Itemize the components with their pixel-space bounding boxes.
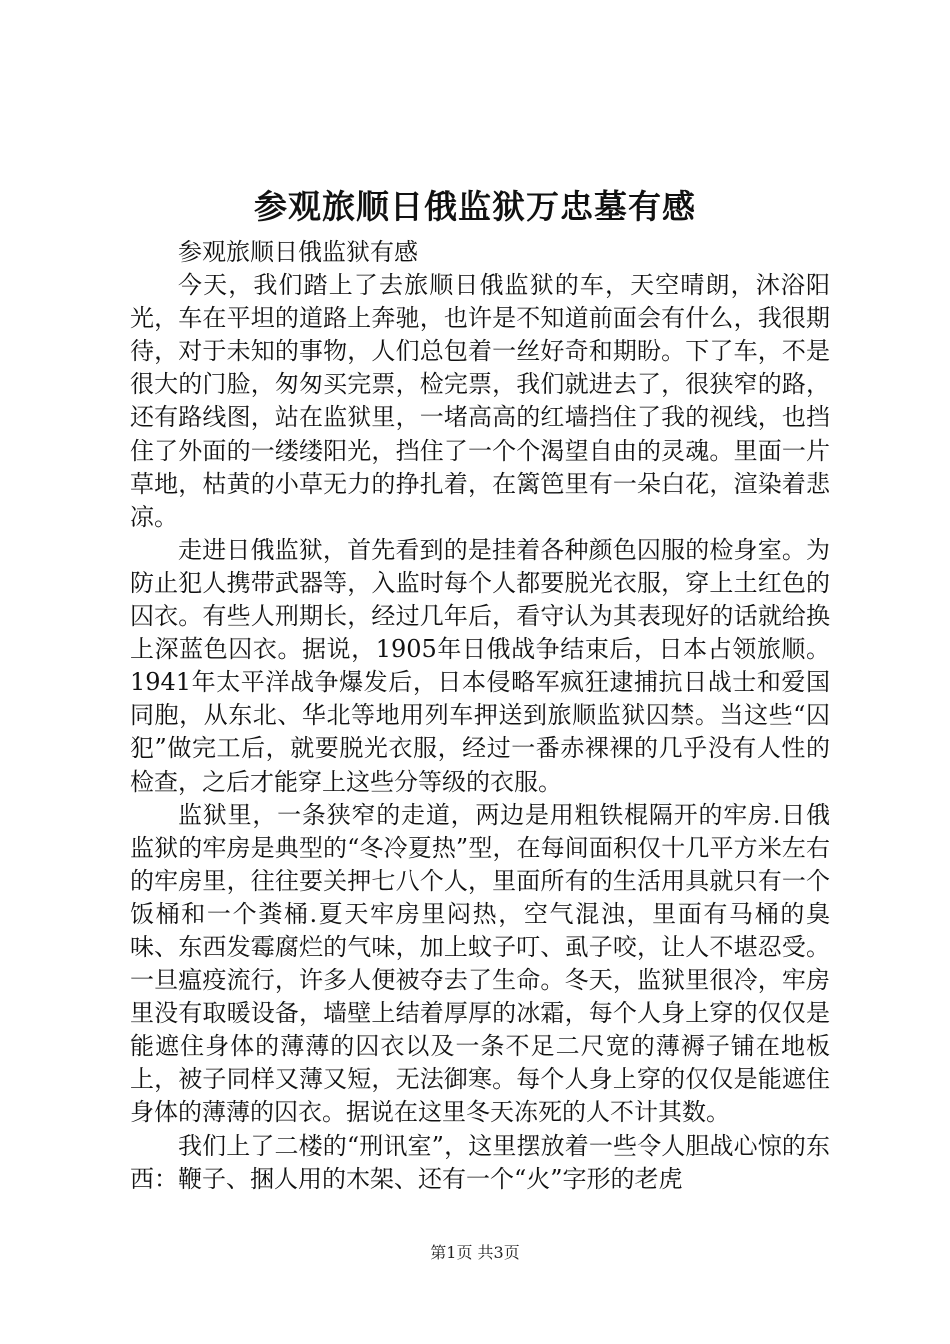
paragraph-3: 监狱里，一条狭窄的走道，两边是用粗铁棍隔开的牢房.日俄监狱的牢房是典型的“冬冷夏热”型，在每间面积仅十几平方米左右的牢房里，往往要关押七八个人，里面所有的生活用具就只有一个饭桶和一个粪桶.夏天牢房里闷热，空气混浊，里面有马桶的臭味、东西发霉腐烂的气味，加上蚊子叮、虱子咬，让人不堪忍受。一旦瘟疫流行，许多人便被夺去了生命。冬天，监狱里很冷，牢房里没有取暖设备，墙壁上结着厚厚的冰霜，每个人身上穿的仅仅是能遮住身体的薄薄的囚衣以及一条不足二尺宽的薄褥子铺在地板上，被子同样又薄又短，无法御寒。每个人身上穿的仅仅是能遮住身体的薄薄的囚衣。据说在这里冬天冻死的人不计其数。	[130, 800, 830, 1127]
document-title: 参观旅顺日俄监狱万忠墓有感	[254, 187, 696, 226]
page-footer: 第1页 共3页	[430, 1243, 520, 1262]
document-body	[130, 236, 830, 1196]
paragraph-4: 我们上了二楼的“刑讯室”，这里摆放着一些令人胆战心惊的东西：鞭子、捆人用的木架、还有一个“火”字形的老虎	[130, 1131, 830, 1193]
subheading: 参观旅顺日俄监狱有感	[178, 238, 418, 266]
paragraph-1: 今天，我们踏上了去旅顺日俄监狱的车，天空晴朗，沐浴阳光，车在平坦的道路上奔驰，也许是不知道前面会有什么，我很期待，对于未知的事物，人们总包着一丝好奇和期盼。下了车，不是很大的门脸，匆匆买完票，检完票，我们就进去了，很狭窄的路，还有路线图，站在监狱里，一堵高高的红墙挡住了我的视线，也挡住了外面的一缕缕阳光，挡住了一个个渴望自由的灵魂。里面一片草地，枯黄的小草无力的挣扎着，在篱笆里有一朵白花，渲染着悲凉。	[130, 271, 830, 531]
paragraph-2: 走进日俄监狱，首先看到的是挂着各种颜色囚服的检身室。为防止犯人携带武器等，入监时每个人都要脱光衣服，穿上土红色的囚衣。有些人刑期长，经过几年后，看守认为其表现好的话就给换上深蓝色囚衣。据说，1905年日俄战争结束后，日本占领旅顺。1941年太平洋战争爆发后，日本侵略军疯狂逮捕抗日战士和爱国同胞，从东北、华北等地用列车押送到旅顺监狱囚禁。当这些“囚犯”做完工后，就要脱光衣服，经过一番赤裸裸的几乎没有人性的检查，之后才能穿上这些分等级的衣服。	[130, 535, 830, 796]
